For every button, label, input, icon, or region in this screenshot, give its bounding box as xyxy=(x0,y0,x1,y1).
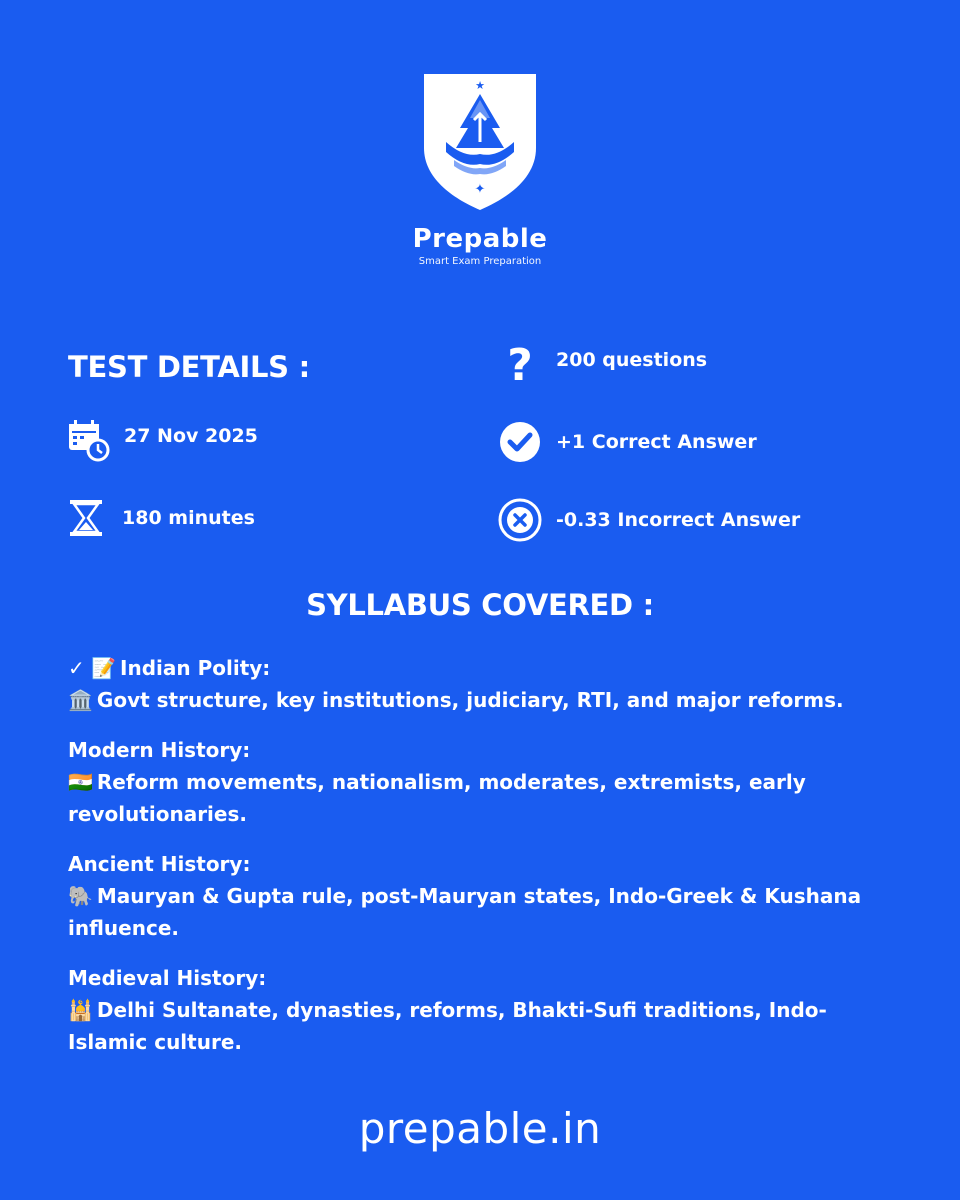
syllabus-topic-modern-history xyxy=(68,734,898,830)
incorrect-marking-item xyxy=(498,498,800,542)
calendar-clock-icon xyxy=(66,418,110,462)
topic-heading: Indian Polity: xyxy=(120,656,271,680)
check-pencil-icon: ✓ 📝 xyxy=(68,656,117,680)
syllabus-heading: SYLLABUS COVERED : xyxy=(306,588,654,622)
test-duration-item xyxy=(64,496,255,540)
correct-marking-item xyxy=(498,420,757,464)
test-date-item xyxy=(66,418,258,462)
classical-building-icon: 🏛️ xyxy=(68,688,93,712)
question-count-item xyxy=(498,342,707,386)
syllabus-topic-polity xyxy=(68,652,898,716)
test-duration-label: 180 minutes xyxy=(122,507,255,529)
brand-name: Prepable xyxy=(412,224,548,254)
incorrect-marking-label: -0.33 Incorrect Answer xyxy=(556,509,801,531)
svg-text:✦: ✦ xyxy=(474,182,486,197)
brand-logo-block xyxy=(0,70,960,267)
syllabus-list xyxy=(68,652,898,1076)
question-count-label: 200 questions xyxy=(556,349,708,371)
syllabus-topic-ancient-history xyxy=(68,848,898,944)
elephant-icon: 🐘 xyxy=(68,884,93,908)
svg-text:★: ★ xyxy=(475,79,485,92)
prepable-shield-logo-icon xyxy=(420,70,540,212)
syllabus-topic-medieval-history xyxy=(68,962,898,1058)
topic-description: Govt structure, key institutions, judiciary, RTI, and major reforms. xyxy=(96,688,844,712)
x-circle-icon xyxy=(498,498,542,542)
mosque-icon: 🕌 xyxy=(68,998,93,1022)
india-flag-icon: 🇮🇳 xyxy=(68,770,93,794)
test-date-label: 27 Nov 2025 xyxy=(124,425,258,447)
hourglass-icon xyxy=(64,496,108,540)
topic-description: Reform movements, nationalism, moderates, extremists, early revolutionaries. xyxy=(68,770,806,826)
question-mark-icon xyxy=(498,342,542,386)
topic-heading: Modern History: xyxy=(68,738,251,762)
brand-tagline: Smart Exam Preparation xyxy=(418,256,542,267)
topic-heading: Ancient History: xyxy=(68,852,251,876)
topic-description: Mauryan & Gupta rule, post-Mauryan states, Indo-Greek & Kushana influence. xyxy=(68,884,862,940)
correct-marking-label: +1 Correct Answer xyxy=(556,431,757,453)
test-details-heading: TEST DETAILS : xyxy=(68,350,310,384)
website-link[interactable]: prepable.in xyxy=(358,1104,602,1153)
topic-description: Delhi Sultanate, dynasties, reforms, Bhakti-Sufi traditions, Indo-Islamic culture. xyxy=(68,998,827,1054)
svg-text:?: ? xyxy=(507,342,533,386)
topic-heading: Medieval History: xyxy=(68,966,267,990)
check-circle-icon xyxy=(498,420,542,464)
